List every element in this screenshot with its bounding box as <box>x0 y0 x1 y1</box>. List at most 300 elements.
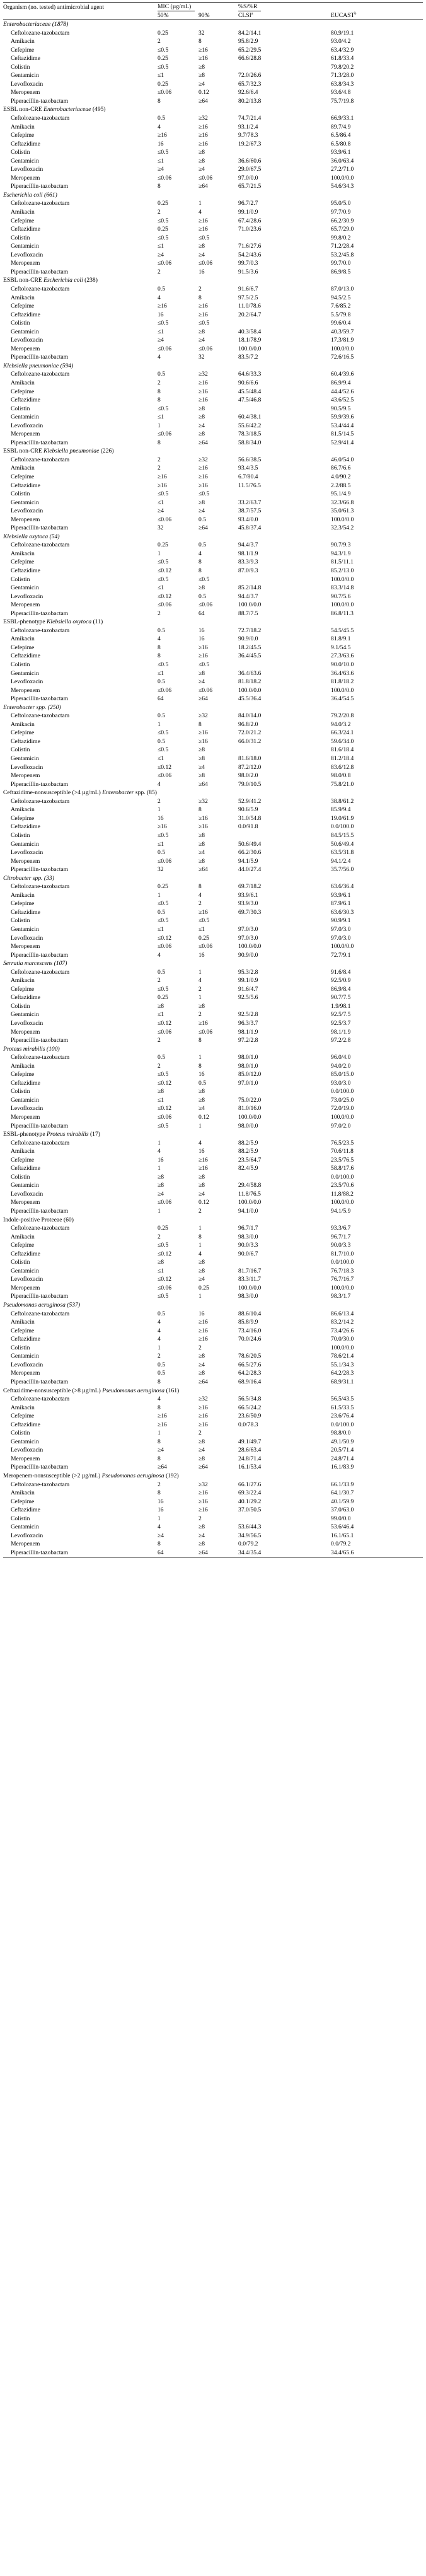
mic90-value: ≥4 <box>199 763 205 771</box>
mic90-value: 2 <box>199 1515 202 1522</box>
mic50-value: 16 <box>158 814 164 822</box>
table-row <box>3 1224 423 1233</box>
agent-name: Cefepime <box>11 558 35 566</box>
eucast-value: 53.4/44.4 <box>331 422 354 429</box>
clsi-value <box>236 1173 328 1182</box>
mic90-value: ≥16 <box>199 814 208 822</box>
eucast-value: 85.2/13.0 <box>331 567 354 574</box>
mic90-value: ≥8 <box>199 413 205 421</box>
mic50-value: 0.25 <box>158 541 168 549</box>
clsi-value: 66.6/28.8 <box>238 55 262 62</box>
mic90-value: ≥16 <box>199 1404 208 1411</box>
clsi-value: 100.0/0.0 <box>238 686 262 694</box>
clsi-value: 93.9/3.0 <box>238 900 258 908</box>
table-row <box>3 720 423 729</box>
table-row <box>3 1198 423 1207</box>
eucast-value: 95.1/4.9 <box>331 490 351 498</box>
clsi-value <box>236 831 328 840</box>
table-row <box>3 1096 423 1105</box>
agent-name: Levofloxacin <box>11 1190 43 1198</box>
mic50-value: 8 <box>158 1438 161 1445</box>
table-row <box>3 1181 423 1190</box>
mic50-value: 8 <box>158 183 161 190</box>
table-row <box>3 1515 423 1523</box>
agent-name: Amikacin <box>11 379 35 386</box>
mic50-value: ≥8 <box>158 1182 164 1189</box>
clsi-value: 96.7/2.7 <box>238 200 258 207</box>
clsi-value: 37.0/50.5 <box>238 1506 262 1514</box>
mic50-value: 0.5 <box>158 968 165 976</box>
agent-name: Meropenem <box>11 89 40 96</box>
mic50-value: 8 <box>158 439 161 446</box>
mic50-value: ≤0.5 <box>158 490 169 498</box>
eucast-value: 83.3/14.8 <box>331 584 354 592</box>
mic90-value: 8 <box>199 38 202 45</box>
eucast-value: 100.0/0.0 <box>331 516 354 523</box>
agent-name: Levofloxacin <box>11 422 43 429</box>
mic90-value: ≥8 <box>199 405 205 412</box>
mic50-value: ≤0.5 <box>158 320 169 327</box>
table-row <box>3 737 423 746</box>
mic90-value: ≤0.06 <box>199 345 213 352</box>
table-row <box>3 97 423 106</box>
eucast-value: 36.0/63.4 <box>331 157 354 165</box>
mic90-value: ≥16 <box>199 482 208 489</box>
mic90-value: ≥16 <box>199 123 208 130</box>
mic50-value: ≤0.06 <box>158 686 172 694</box>
mic50-value: 4 <box>158 1327 161 1334</box>
mic50-value: 8 <box>158 1378 161 1385</box>
table-row <box>3 1506 423 1515</box>
table-row <box>3 1002 423 1011</box>
table-row <box>3 345 423 354</box>
agent-name: Meropenem <box>11 430 40 438</box>
agent-name: Meropenem <box>11 1370 40 1377</box>
mic50-value: 8 <box>158 396 161 404</box>
agent-name: Piperacillin-tazobactam <box>11 268 69 275</box>
table-row <box>3 1104 423 1113</box>
eucast-value: 87.0/13.0 <box>331 285 354 292</box>
table-row <box>3 88 423 97</box>
clsi-value: 98.0/1.0 <box>238 1054 258 1061</box>
mic50-value: ≤0.06 <box>158 1114 172 1121</box>
mic90-value: 64 <box>199 609 205 617</box>
clsi-value <box>236 1344 328 1353</box>
table-row <box>3 1164 423 1173</box>
mic50-value: 32 <box>158 524 164 532</box>
agent-name: Levofloxacin <box>11 1105 43 1112</box>
mic90-value: 1 <box>199 200 202 207</box>
agent-name: Piperacillin-tazobactam <box>11 1037 69 1044</box>
organism-group-title: Pseudomonas aeruginosa (537) <box>3 1302 81 1309</box>
mic50-value: ≤0.12 <box>158 1276 172 1283</box>
agent-name: Amikacin <box>11 465 35 472</box>
table-row <box>3 541 423 550</box>
clsi-value: 0.0/79.2 <box>238 1540 258 1548</box>
clsi-value: 73.4/16.0 <box>238 1327 262 1334</box>
organism-group-title: Ceftazidime-nonsusceptible (>4 µg/mL) Enterobacter spp. (85) <box>3 789 157 797</box>
agent-name: Ceftolozane-tazobactam <box>11 115 70 122</box>
table-row <box>3 1122 423 1131</box>
mic50-value: 0.5 <box>158 627 165 634</box>
agent-name: Colistin <box>11 405 30 412</box>
agent-name: Meropenem <box>11 345 40 352</box>
eucast-value: 38.8/61.2 <box>331 797 354 805</box>
eucast-value: 97.2/2.8 <box>331 1037 351 1044</box>
mic50-value: 1 <box>158 1344 161 1351</box>
clsi-value <box>236 575 328 584</box>
clsi-value: 54.2/43.6 <box>238 251 262 258</box>
agent-name: Levofloxacin <box>11 1019 43 1027</box>
mic90-value: ≥16 <box>199 1498 208 1505</box>
eucast-value: 32.3/54.2 <box>331 524 354 532</box>
mic50-value: 2 <box>158 1353 161 1360</box>
eucast-value: 59.6/34.0 <box>331 737 354 745</box>
eucast-value: 76.5/23.5 <box>331 1139 354 1146</box>
clsi-value: 85.2/14.8 <box>238 584 262 592</box>
clsi-value: 98.3/0.0 <box>238 1233 258 1240</box>
agent-name: Amikacin <box>11 550 35 557</box>
eucast-value: 96.7/1.7 <box>331 1233 351 1240</box>
agent-name: Colistin <box>11 1002 30 1010</box>
agent-name: Colistin <box>11 1088 30 1095</box>
clsi-value: 23.5/64.7 <box>238 1156 262 1164</box>
table-row <box>3 993 423 1002</box>
agent-name: Ceftolozane-tazobactam <box>11 968 70 976</box>
clsi-value: 85.8/9.9 <box>238 1319 258 1326</box>
clsi-value: 88.2/5.9 <box>238 1139 258 1146</box>
mic50-value: 0.25 <box>158 1225 168 1232</box>
mic90-value: 4 <box>199 550 202 557</box>
eucast-value: 97.0/2.0 <box>331 1122 351 1129</box>
eucast-value: 100.0/0.0 <box>331 1344 354 1351</box>
mic90-value: ≥16 <box>199 1327 208 1334</box>
organism-group-header <box>3 362 423 371</box>
mic90-value: ≥16 <box>199 217 208 224</box>
agent-name: Gentamicin <box>11 72 39 79</box>
table-row <box>3 251 423 260</box>
mic90-value: ≥8 <box>199 328 205 335</box>
agent-name: Ceftolozane-tazobactam <box>11 1139 70 1146</box>
clsi-value <box>236 1002 328 1011</box>
eucast-value: 17.3/81.9 <box>331 337 354 344</box>
table-row <box>3 1070 423 1079</box>
mic50-value: 4 <box>158 780 161 788</box>
mic90-value: ≥16 <box>199 311 208 318</box>
agent-name: Amikacin <box>11 1062 35 1070</box>
clsi-value: 34.4/35.4 <box>236 1549 328 1557</box>
mic50-value: 4 <box>158 1336 161 1343</box>
agent-name: Ceftazidime <box>11 226 40 233</box>
table-row <box>3 916 423 925</box>
clsi-value: 78.6/20.5 <box>238 1353 262 1360</box>
mic50-value: ≤0.5 <box>158 900 169 908</box>
clsi-value: 58.8/34.0 <box>238 439 262 446</box>
mic50-value: 16 <box>158 311 164 318</box>
mic50-value: 8 <box>158 1489 161 1497</box>
table-row <box>3 234 423 243</box>
organism-group-title: Meropenem-nonsusceptible (>2 µg/mL) Pseudomonas aeruginosa (192) <box>3 1472 179 1479</box>
clsi-value: 0.0/91.8 <box>238 823 258 831</box>
mic50-value: ≤0.06 <box>158 1284 172 1291</box>
mic50-value: ≤1 <box>158 72 164 79</box>
mic90-value: ≥8 <box>199 1353 205 1360</box>
table-body <box>3 20 423 1557</box>
mic90-value: ≥4 <box>199 337 205 344</box>
mic50-value: 0.25 <box>158 883 168 891</box>
agent-name: Ceftazidime <box>11 1079 40 1087</box>
mic90-value: ≥4 <box>199 1532 205 1539</box>
eucast-value: 71.2/28.4 <box>331 243 354 250</box>
mic50-value: 4 <box>158 354 161 361</box>
agent-name: Levofloxacin <box>11 251 43 258</box>
organism-group-header <box>3 874 423 883</box>
table-row <box>3 63 423 72</box>
eucast-value: 100.0/0.0 <box>331 575 354 583</box>
eucast-value: 86.9/8.5 <box>331 268 351 275</box>
organism-group-title: Ceftazidime-nonsusceptible (>8 µg/mL) Pseudomonas aeruginosa (161) <box>3 1387 180 1394</box>
eucast-value: 100.0/0.0 <box>331 1199 354 1206</box>
mic50-value: ≤0.5 <box>158 149 169 156</box>
agent-name: Piperacillin-tazobactam <box>11 97 69 105</box>
clsi-value: 67.4/28.6 <box>238 217 262 224</box>
clsi-value: 94.1/5.9 <box>238 857 258 865</box>
mic50-value: 1 <box>158 1208 161 1215</box>
organism-group-title: Citrobacter spp. (33) <box>3 874 54 882</box>
clsi-value: 91.5/3.6 <box>238 268 258 275</box>
mic90-value: ≥4 <box>199 251 205 258</box>
mic50-value: 1 <box>158 720 161 728</box>
mic50-value: 8 <box>158 652 161 660</box>
clsi-value: 29.4/58.8 <box>238 1182 262 1189</box>
eucast-value: 6.5/86.4 <box>331 132 351 139</box>
clsi-value: 47.5/46.8 <box>238 396 262 404</box>
table-row <box>3 1412 423 1421</box>
mic50-value: ≤0.06 <box>158 1199 172 1206</box>
organism-group-title: Proteus mirabilis (100) <box>3 1045 60 1053</box>
mic50-value: ≥4 <box>158 337 164 344</box>
agent-name: Ceftazidime <box>11 994 40 1002</box>
eucast-value: 100.0/0.0 <box>331 686 354 694</box>
organism-group-header <box>3 1472 423 1481</box>
agent-name: Ceftolozane-tazobactam <box>11 627 70 634</box>
table-row <box>3 780 423 789</box>
agent-name: Colistin <box>11 917 30 925</box>
table-row <box>3 635 423 644</box>
eucast-value: 98.0/0.8 <box>331 772 351 780</box>
mic90-value: 1 <box>199 1122 202 1129</box>
agent-name: Ceftolozane-tazobactam <box>11 797 70 805</box>
mic50-value: 2 <box>158 268 161 275</box>
organism-group-header <box>3 276 423 285</box>
eucast-value: 81.8/18.2 <box>331 678 354 686</box>
table-row <box>3 516 423 524</box>
eucast-value: 66.2/30.9 <box>331 217 354 224</box>
mic90-value: 1 <box>199 994 202 1002</box>
organism-group-title: ESBL non-CRE Klebsiella pneumoniae (226) <box>3 448 114 455</box>
table-row <box>3 71 423 80</box>
agent-name: Meropenem <box>11 601 40 609</box>
agent-name: Piperacillin-tazobactam <box>11 524 69 532</box>
table-row <box>3 857 423 866</box>
eucast-value: 9.1/54.5 <box>331 644 351 651</box>
agent-name: Ceftazidime <box>11 908 40 916</box>
mic50-value: ≥16 <box>158 1412 167 1420</box>
mic90-value: ≥16 <box>199 379 208 386</box>
agent-name: Levofloxacin <box>11 1447 43 1454</box>
eucast-value: 99.7/0.0 <box>331 260 351 267</box>
agent-name: Gentamicin <box>11 1523 39 1531</box>
susceptibility-table <box>3 2 423 1557</box>
agent-name: Ceftolozane-tazobactam <box>11 712 70 720</box>
mic90-value: ≥8 <box>199 840 205 848</box>
eucast-value: 86.9/8.4 <box>331 985 351 993</box>
mic50-value: 0.25 <box>158 200 168 207</box>
agent-name: Amikacin <box>11 1319 35 1326</box>
mic50-value: ≤0.06 <box>158 516 172 523</box>
eucast-value: 0.0/100.0 <box>331 1173 354 1181</box>
table-row <box>3 439 423 448</box>
agent-name: Gentamicin <box>11 1353 39 1360</box>
agent-name: Ceftolozane-tazobactam <box>11 541 70 549</box>
agent-name: Ceftolozane-tazobactam <box>11 883 70 891</box>
mic90-value: ≥8 <box>199 63 205 71</box>
mic90-value: ≥4 <box>199 507 205 515</box>
table-row <box>3 456 423 465</box>
mic50-value: ≤1 <box>158 755 164 763</box>
mic50-value: 4 <box>158 294 161 301</box>
organism-group-header <box>3 1301 423 1310</box>
mic90-value: ≥64 <box>199 183 208 190</box>
agent-name: Piperacillin-tazobactam <box>3 1549 155 1557</box>
clsi-value: 69.7/18.2 <box>238 883 262 891</box>
table-row <box>3 678 423 686</box>
eucast-value: 0.0/100.0 <box>331 823 354 831</box>
agent-name: Gentamicin <box>11 1182 39 1189</box>
mic50-value: ≤0.06 <box>158 89 172 96</box>
table-row <box>3 294 423 303</box>
mic90-value: 2 <box>199 1430 202 1437</box>
eucast-value: 34.4/65.6 <box>328 1549 423 1557</box>
clsi-value: 87.0/9.3 <box>238 567 258 574</box>
clsi-value: 100.0/0.0 <box>238 1284 262 1291</box>
mic90-value: ≥64 <box>199 1378 208 1385</box>
clsi-value: 66.5/27.6 <box>238 1361 262 1368</box>
mic50-value: 2 <box>158 379 161 386</box>
eucast-value: 91.6/8.4 <box>331 968 351 976</box>
clsi-value: 56.6/38.5 <box>238 456 262 463</box>
mic90-value: ≥32 <box>199 712 208 720</box>
mic50-value: 16 <box>158 1498 164 1505</box>
eucast-value: 36.4/63.6 <box>331 669 354 677</box>
mic50-value: 2 <box>158 456 161 463</box>
table-row <box>3 165 423 174</box>
mic90-value: 0.5 <box>199 592 206 600</box>
agent-name: Colistin <box>11 746 30 754</box>
mic50-value: ≤0.06 <box>158 260 172 267</box>
table-row <box>3 388 423 396</box>
eucast-value: 100.0/0.0 <box>331 174 354 182</box>
mic50-value: 2 <box>158 609 161 617</box>
eucast-value: 86.8/11.3 <box>331 609 354 617</box>
table-row <box>3 806 423 814</box>
agent-name: Cefepime <box>11 132 35 139</box>
mic90-value: ≥64 <box>199 780 208 788</box>
agent-name: Gentamicin <box>11 840 39 848</box>
clsi-value: 83.3/11.7 <box>238 1276 261 1283</box>
mic90-value: 2 <box>199 1011 202 1019</box>
clsi-value: 95.8/2.9 <box>238 38 258 45</box>
header-organism: Organism (no. tested) antimicrobial agent <box>3 3 155 12</box>
table-row <box>3 302 423 311</box>
mic90-value: ≤0.06 <box>199 174 213 182</box>
agent-name: Levofloxacin <box>11 849 43 857</box>
clsi-value: 91.6/6.7 <box>238 285 258 292</box>
eucast-value: 87.9/6.1 <box>331 900 351 908</box>
mic50-value: 0.5 <box>158 849 165 857</box>
mic90-value: ≥16 <box>199 652 208 660</box>
mic50-value: ≤1 <box>158 157 164 165</box>
mic90-value: ≥16 <box>199 1412 208 1420</box>
organism-group-header <box>3 1387 423 1395</box>
agent-name: Colistin <box>11 1430 30 1437</box>
clsi-value: 98.1/1.9 <box>238 550 258 557</box>
clsi-value: 91.6/4.7 <box>238 985 258 993</box>
mic90-value: 0.5 <box>199 516 206 523</box>
agent-name: Cefepime <box>11 1327 35 1334</box>
agent-name: Ceftazidime <box>11 396 40 404</box>
agent-name: Amikacin <box>11 209 35 216</box>
table-row <box>3 482 423 490</box>
agent-name: Levofloxacin <box>11 1361 43 1368</box>
clsi-value: 74.7/21.4 <box>238 115 262 122</box>
eucast-value: 98.8/0.0 <box>331 1430 351 1437</box>
clsi-value: 97.0/1.0 <box>238 1079 258 1087</box>
table-row <box>3 1429 423 1438</box>
agent-name: Levofloxacin <box>11 1276 43 1283</box>
mic90-value: ≥16 <box>199 396 208 404</box>
agent-name: Ceftazidime <box>11 55 40 62</box>
table-row <box>3 976 423 985</box>
table-row <box>3 899 423 908</box>
agent-name: Cefepime <box>11 985 35 993</box>
table-row <box>3 123 423 132</box>
mic50-value: 8 <box>158 1540 161 1548</box>
table-row <box>3 771 423 780</box>
table-row <box>3 1173 423 1182</box>
mic90-value: ≥64 <box>199 695 208 703</box>
table-row <box>3 1369 423 1378</box>
eucast-value: 81.5/14.5 <box>331 430 354 438</box>
agent-name: Levofloxacin <box>11 166 43 173</box>
table-row <box>3 1361 423 1370</box>
mic90-value: ≥8 <box>199 1002 205 1010</box>
agent-name: Piperacillin-tazobactam <box>11 609 69 617</box>
eucast-value: 95.0/5.0 <box>331 200 351 207</box>
eucast-value: 75.7/19.8 <box>331 97 354 105</box>
mic50-value: 0.5 <box>158 1370 165 1377</box>
agent-name: Piperacillin-tazobactam <box>11 1208 69 1215</box>
clsi-value: 90.9/0.0 <box>238 635 258 643</box>
mic50-value: ≤0.12 <box>158 1105 172 1112</box>
mic50-value: ≥4 <box>158 166 164 173</box>
table-row <box>3 413 423 422</box>
mic50-value: ≤0.5 <box>158 558 169 566</box>
table-row <box>3 1523 423 1532</box>
mic90-value: 8 <box>199 1037 202 1044</box>
mic90-value: 8 <box>199 294 202 301</box>
eucast-value: 37.0/63.0 <box>331 1506 354 1514</box>
